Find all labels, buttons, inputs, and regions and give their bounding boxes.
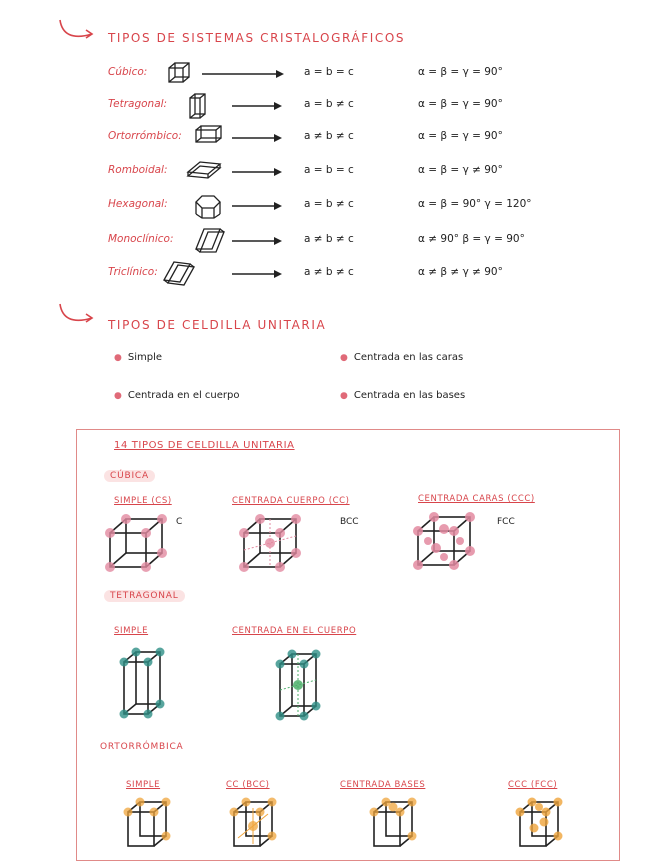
edge-relation: a = b ≠ c xyxy=(304,198,354,210)
crystal-shape-icon xyxy=(165,60,201,88)
cubic-bcc-cell xyxy=(240,515,310,575)
label-cubic-fcc: CENTRADA CARAS (CCC) xyxy=(418,494,535,504)
label-ortho-fcc: CCC (FCC) xyxy=(508,780,558,790)
box-title: 14 TIPOS DE CELDILLA UNITARIA xyxy=(114,440,295,451)
cubic-simple-cell xyxy=(106,515,176,575)
arrow-right-icon xyxy=(230,235,310,247)
cubic-fcc-cell xyxy=(414,513,484,573)
angle-relation: α ≠ β ≠ γ ≠ 90° xyxy=(418,266,503,278)
arrow-right-icon xyxy=(230,200,310,212)
edge-relation: a = b ≠ c xyxy=(304,98,354,110)
label-ortho-bcc: CC (BCC) xyxy=(226,780,270,790)
system-label: Tetragonal: xyxy=(108,98,168,110)
crystal-shape-icon xyxy=(186,158,222,186)
label-tetra-simple: SIMPLE xyxy=(114,626,149,636)
ortho-fcc-cell xyxy=(514,798,564,848)
tetragonal-body-cell xyxy=(276,650,326,722)
edge-relation: a ≠ b ≠ c xyxy=(304,130,354,142)
bullet-bases: ● Centrada en las bases xyxy=(340,390,466,401)
angle-relation: α = β = 90° γ = 120° xyxy=(418,198,532,210)
tag-cubic-c: C xyxy=(176,517,183,527)
tag-cubic-fcc: FCC xyxy=(497,517,515,527)
chip-orthorhombic: ORTORRÓMBICA xyxy=(100,742,184,752)
section-title-cells: TIPOS DE CELDILLA UNITARIA xyxy=(108,318,327,332)
crystal-shape-icon xyxy=(194,192,230,220)
system-label: Cúbico: xyxy=(108,66,148,78)
crystal-shape-icon xyxy=(186,92,222,120)
ortho-bcc-cell xyxy=(228,798,278,848)
angle-relation: α = β = γ ≠ 90° xyxy=(418,164,503,176)
tag-cubic-bcc: BCC xyxy=(340,517,359,527)
edge-relation: a ≠ b ≠ c xyxy=(304,266,354,278)
arrow-right-icon xyxy=(230,268,310,280)
arrow-right-icon xyxy=(230,100,310,112)
system-label: Romboidal: xyxy=(108,164,168,176)
system-label: Hexagonal: xyxy=(108,198,168,210)
edge-relation: a = b = c xyxy=(304,66,354,78)
label-cubic-bcc: CENTRADA CUERPO (CC) xyxy=(232,496,350,506)
system-label: Monoclínico: xyxy=(108,233,174,245)
label-tetra-body: CENTRADA EN EL CUERPO xyxy=(232,626,357,636)
crystal-shape-icon xyxy=(194,227,230,255)
label-cubic-simple: SIMPLE (CS) xyxy=(114,496,172,506)
curved-arrow-icon xyxy=(58,302,98,326)
crystal-shape-icon xyxy=(160,260,196,288)
bullet-body: ● Centrada en el cuerpo xyxy=(114,390,240,401)
label-ortho-simple: SIMPLE xyxy=(126,780,161,790)
arrow-right-icon xyxy=(200,68,280,80)
edge-relation: a ≠ b ≠ c xyxy=(304,233,354,245)
angle-relation: α ≠ 90° β = γ = 90° xyxy=(418,233,525,245)
arrow-right-icon xyxy=(230,132,310,144)
chip-tetragonal: TETRAGONAL xyxy=(104,590,185,602)
system-label: Triclínico: xyxy=(108,266,158,278)
bullet-simple: ● Simple xyxy=(114,352,163,363)
angle-relation: α = β = γ = 90° xyxy=(418,98,503,110)
unit-cells-box xyxy=(76,429,620,861)
system-label: Ortorrómbico: xyxy=(108,130,182,142)
edge-relation: a = b = c xyxy=(304,164,354,176)
bullet-faces: ● Centrada en las caras xyxy=(340,352,464,363)
chip-cubic: CÚBICA xyxy=(104,470,155,482)
arrow-right-icon xyxy=(230,166,310,178)
crystal-shape-icon xyxy=(192,124,228,152)
ortho-simple-cell xyxy=(122,798,172,848)
ortho-bases-cell xyxy=(368,798,418,848)
section-title-systems: TIPOS DE SISTEMAS CRISTALOGRÁFICOS xyxy=(108,31,406,45)
label-ortho-bases: CENTRADA BASES xyxy=(340,780,426,790)
tetragonal-simple-cell xyxy=(120,648,170,720)
angle-relation: α = β = γ = 90° xyxy=(418,66,503,78)
angle-relation: α = β = γ = 90° xyxy=(418,130,503,142)
curved-arrow-icon xyxy=(58,18,98,42)
